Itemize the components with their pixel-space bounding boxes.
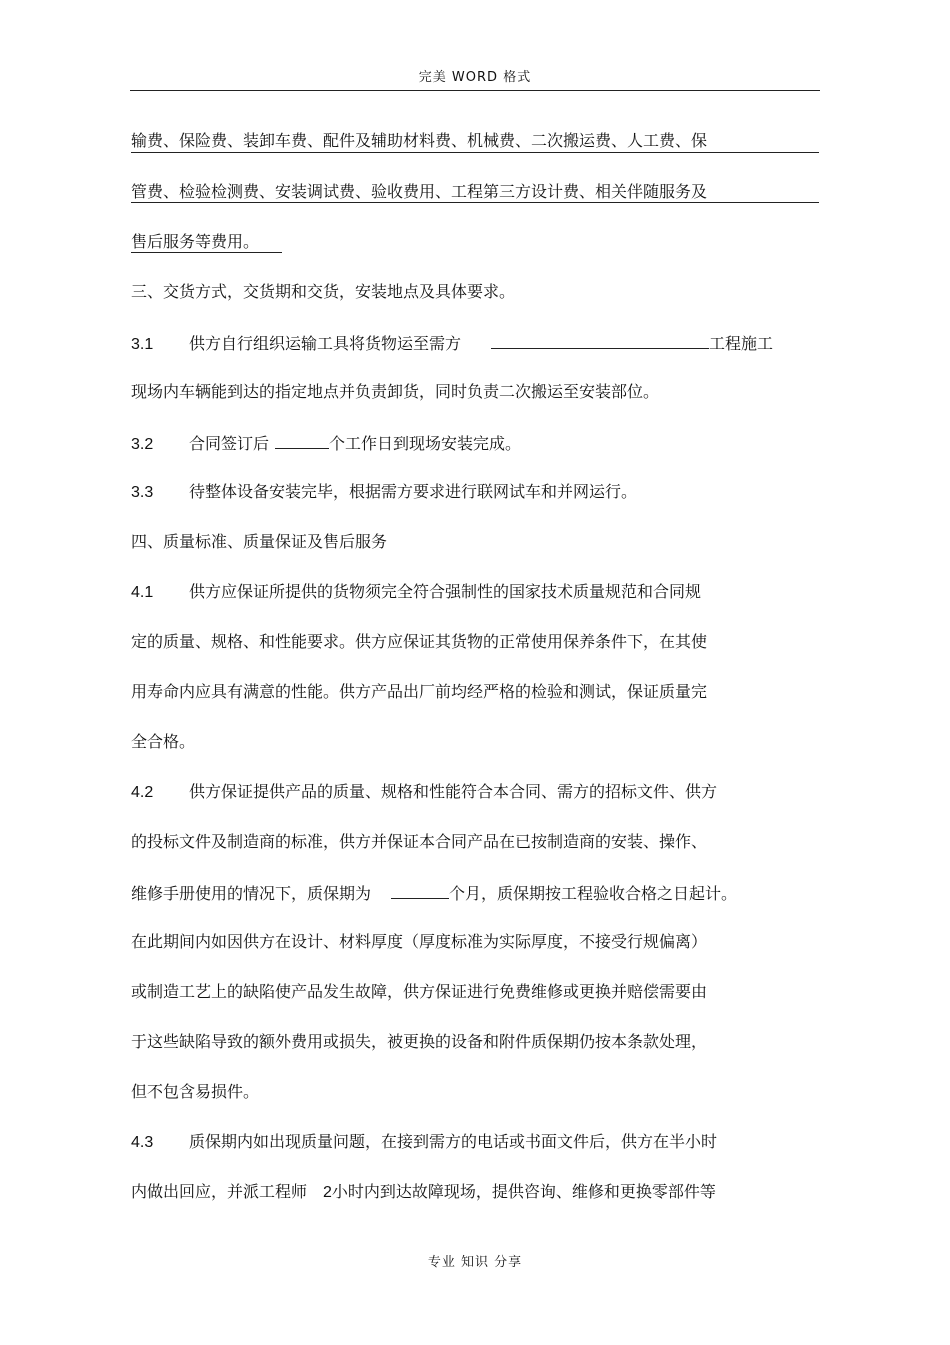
header-rule xyxy=(130,90,820,91)
clause-number: 4.2 xyxy=(131,784,154,801)
clause-4-3-line-2-a: 内做出回应，并派工程师 xyxy=(131,1182,308,1201)
clause-4-2-line-5: 或制造工艺上的缺陷使产品发生故障，供方保证进行免费维修或更换并赔偿需要由 xyxy=(131,982,708,1001)
clause-number: 3.1 xyxy=(131,336,154,353)
clause-number: 4.3 xyxy=(131,1134,154,1151)
clause-4-3-line-1: 质保期内如出现质量问题，在接到需方的电话或书面文件后，供方在半小时 xyxy=(189,1132,718,1151)
clause-4-3-line-2-b: 小时内到达故障现场，提供咨询、维修和更换零部件等 xyxy=(331,1182,716,1201)
clause-4-1-line-3: 用寿命内应具有满意的性能。供方产品出厂前均经严格的检验和测试，保证质量完 xyxy=(131,682,708,701)
clause-3-2-text-b: 个工作日到现场安装完成。 xyxy=(329,434,522,453)
clause-number: 3.2 xyxy=(131,436,154,453)
clause-number: 3.3 xyxy=(131,484,154,501)
workdays-blank xyxy=(275,432,329,449)
clause-3-1 xyxy=(131,332,773,355)
clause-3-1-line-2: 现场内车辆能到达的指定地点并负责卸货，同时负责二次搬运至安装部位。 xyxy=(131,382,660,401)
clause-4-2-line-3 xyxy=(131,882,737,904)
clause-4-2-line-3-a: 维修手册使用的情况下，质保期为 xyxy=(131,884,372,903)
clause-3-1-text-b: 工程施工 xyxy=(709,334,774,353)
fee-line-3-text: 售后服务等费用。 xyxy=(131,232,282,253)
clause-3-1-text-a: 供方自行组织运输工具将货物运至需方 xyxy=(189,334,462,353)
clause-3-2-text-a: 合同签订后 xyxy=(189,434,270,453)
warranty-months-blank xyxy=(391,882,449,899)
fee-line-3 xyxy=(131,232,282,253)
clause-3-2 xyxy=(131,432,521,455)
clause-number: 4.1 xyxy=(131,584,154,601)
clause-4-1-line-1: 供方应保证所提供的货物须完全符合强制性的国家技术质量规范和合同规 xyxy=(189,582,702,601)
clause-3-3-text: 待整体设备安装完毕，根据需方要求进行联网试车和并网运行。 xyxy=(189,482,638,501)
clause-4-2-line-7: 但不包含易损件。 xyxy=(131,1082,260,1101)
clause-4-1-line-2: 定的质量、规格、和性能要求。供方应保证其货物的正常使用保养条件下，在其使 xyxy=(131,632,708,651)
section-3-title: 三、交货方式，交货期和交货，安装地点及具体要求。 xyxy=(131,282,516,301)
clause-4-2-line-4: 在此期间内如因供方在设计、材料厚度（厚度标准为实际厚度，不接受行规偏离） xyxy=(131,932,708,951)
clause-4-2-line-2: 的投标文件及制造商的标准，供方并保证本合同产品在已按制造商的安装、操作、 xyxy=(131,832,708,851)
clause-4-3 xyxy=(131,1132,717,1153)
fee-line-1-underline xyxy=(131,152,819,153)
clause-4-2-line-1: 供方保证提供产品的质量、规格和性能符合本合同、需方的招标文件、供方 xyxy=(189,782,718,801)
fee-line-2: 管费、检验检测费、安装调试费、验收费用、工程第三方设计费、相关伴随服务及 xyxy=(131,182,708,201)
page-footer: 专业 知识 分享 xyxy=(427,1255,523,1270)
clause-4-3-line-2 xyxy=(131,1182,716,1203)
clause-4-1 xyxy=(131,582,701,603)
hours-number: 2 xyxy=(323,1184,332,1201)
page-header: 完美 WORD 格式 xyxy=(418,70,532,85)
clause-4-2-line-6: 于这些缺陷导致的额外费用或损失，被更换的设备和附件质保期仍按本条款处理， xyxy=(131,1032,708,1051)
clause-4-2-line-3-b: 个月，质保期按工程验收合格之日起计。 xyxy=(449,884,738,903)
clause-4-1-line-4: 全合格。 xyxy=(131,732,196,751)
clause-4-2 xyxy=(131,782,717,803)
fee-line-1: 输费、保险费、装卸车费、配件及辅助材料费、机械费、二次搬运费、人工费、保 xyxy=(131,131,708,150)
section-4-title: 四、质量标准、质量保证及售后服务 xyxy=(131,532,388,551)
clause-3-3 xyxy=(131,482,637,503)
site-blank xyxy=(491,332,709,349)
fee-line-2-underline xyxy=(131,202,819,203)
